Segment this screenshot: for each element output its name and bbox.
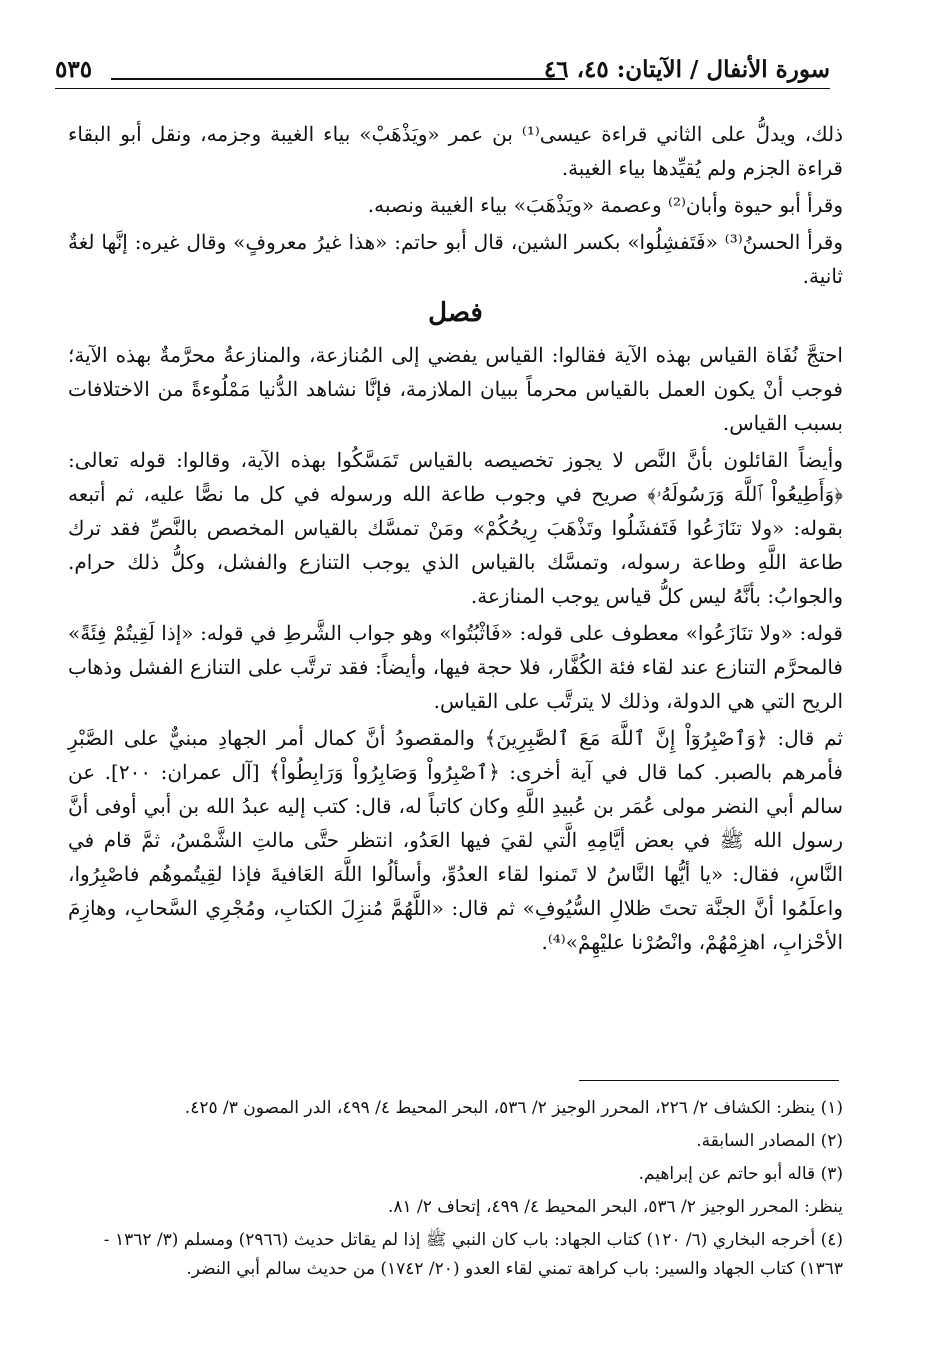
- page-header: [55, 52, 830, 92]
- paragraph-5: وأيضاً القائلون بأنَّ النَّص لا يجوز تخصيصه بالقياس تَمَسَّكُوا بهذه الآية، وقالوا: قوله تعالى: ﴿وَأَطِيعُواْ ٱللَّهَ وَرَسُولَهُۥ﴾ صريح في وجوب طاعة الله ورسوله في كل ما نصًّا عليه، ثم أتبعه بقوله: «ولا تنَازَعُوا فَتَفشَلُوا وتَذْهَبَ رِيحُكُمْ» ومَنْ تمسَّك بالقياس المخصص بالنَّصِّ فقد ترك طاعة اللَّهِ وطاعة رسوله، وتمسَّك بالقياس الذي يوجب التنازع والفشل، وكلُّ ذلك حرام. والجوابُ: بأنَّهُ ليس كلُّ قياس يوجب المنازعة.: [68, 448, 843, 608]
- section-heading: فصل: [428, 298, 483, 328]
- footnotes: [68, 1094, 843, 1288]
- main-text: [68, 117, 843, 962]
- footnote-3-continued: ينظر: المحرر الوجيز ٢/ ٥٣٦، البحر المحيط ٤/ ٤٩٩، إتحاف ٢/ ٨١.: [387, 1197, 843, 1217]
- footnote-4: (٤) أخرجه البخاري (٦/ ١٢٠) كتاب الجهاد: باب كان النبي ﷺ إذا لم يقاتل حديث (٢٩٦٦) ومسلم (٣/ ١٣٦٢ - ١٣٦٣) كتاب الجهاد والسير: باب كراهة تمني لقاء العدو (٢٠/ ١٧٤٢) من حديث سالم أبي النضر.: [103, 1230, 843, 1279]
- footnote-3: (٣) قاله أبو حاتم عن إبراهيم.: [638, 1164, 843, 1184]
- footnote-separator: [579, 1080, 839, 1081]
- page-number: ٥٣٥: [55, 56, 93, 83]
- paragraph-7: ثم قال: ﴿وَٱصْبِرُوٓاْ إِنَّ ٱللَّهَ مَعَ ٱلصَّٰبِرِينَ﴾ والمقصودُ أنَّ كمال أمر الجهادِ مبنيٌّ على الصَّبْرِ فأمرهم بالصبر. كما قال في آية أخرى: ﴿ٱصْبِرُواْ وَصَابِرُواْ وَرَابِطُواْ﴾ [آل عمران: ٢٠٠]. عن سالم أبي النضر مولى عُمَر بن عُبيدِ اللَّهِ وكان كاتباً له، قال: كتب إليه عبدُ الله بن أبي أوفى أنَّ رسول الله ﷺ في بعض أيَّامِهِ الَّتي لقيَ فيها العَدُو، انتظر حتَّى مالتِ الشَّمْسُ، ثمَّ قام في النَّاسِ، فقال: «يا أيُّها النَّاسُ لا تَمنوا لقاء العدُوِّ، وأسألُوا اللَّهَ العَافيةَ فإذا لقِيتُموهُم فاصْبِرُوا، واعلَمُوا أنَّ الجنَّة تحتَ ظلالِ السُّيُوفِ» ثم قال: «اللَّهُمَّ مُنزِلَ الكتابِ، ومُجْرِي السَّحابِ، وهازِمَ الأحْزابِ، اهزِمْهُمْ، وانْصُرْنا عليْهِمْ»⁽⁴⁾.: [68, 726, 843, 954]
- paragraph-2: وقرأ أبو حيوة وأبان⁽²⁾ وعصمة «ويَذْهَبَ» بياء الغيبة ونصبه.: [367, 193, 843, 217]
- paragraph-4: احتجَّ نُفَاة القياس بهذه الآية فقالوا: القياس يفضي إلى المُنازعة، والمنازعةُ محرَّمةٌ بهذه الآية؛ فوجب أنْ يكون العمل بالقياس محرماً ببيان الملازمة، فإنَّا نشاهد الدُّنيا مَمْلُوءةً من الاختلافات بسبب القياس.: [68, 343, 843, 435]
- paragraph-1: ذلك، ويدلُّ على الثاني قراءة عيسى⁽¹⁾ بن عمر «ويَذْهَبْ» بياء الغيبة وجزمه، ونقل أبو البقاء قراءة الجزم ولم يُقيِّدها بياء الغيبة.: [68, 122, 843, 180]
- paragraph-6: قوله: «ولا تنَازَعُوا» معطوف على قوله: «فَاثْبُتُوا» وهو جواب الشَّرطِ في قوله: «إذا لَقِيتُمْ فِئَةً» فالمحرَّم التنازع عند لقاء فئة الكُفَّار، فلا حجة فيها، وأيضاً: فقد ترتَّب على التنازع الفشل وذهاب الريح التي هي الدولة، وذلك لا يترتَّب على القياس.: [68, 621, 843, 713]
- footnote-1: (١) ينظر: الكشاف ٢/ ٢٢٦، المحرر الوجيز ٢/ ٥٣٦، البحر المحيط ٤/ ٤٩٩، الدر المصون ٣/ ٤٢٥.: [184, 1098, 843, 1118]
- footnote-2: (٢) المصادر السابقة.: [696, 1131, 843, 1151]
- header-rule: [111, 78, 565, 80]
- header-underline: [55, 88, 830, 89]
- paragraph-3: وقرأ الحسنُ⁽³⁾ «فَتَفشِلُوا» بكسر الشين، قال أبو حاتم: «هذا غيرُ معروفٍ» وقال غيره: إنَّها لغةٌ ثانية.: [68, 230, 843, 288]
- running-title: سورة الأنفال / الآيتان: ٤٥، ٤٦: [543, 56, 830, 83]
